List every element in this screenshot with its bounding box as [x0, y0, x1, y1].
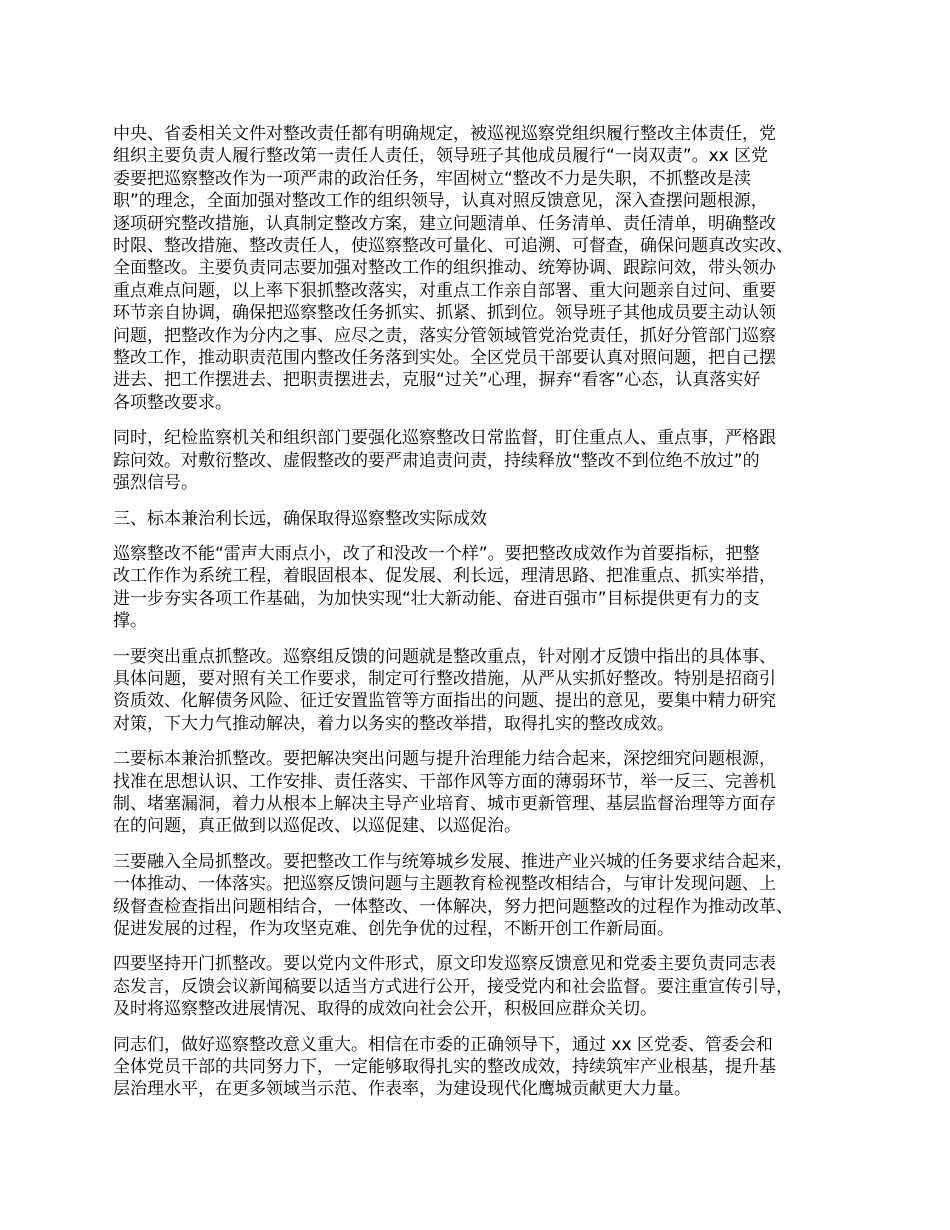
text-line: 组织主要负责人履行整改第一责任人责任，领导班子其他成员履行“一岗双责”。xx 区党 [113, 146, 769, 167]
text-line: 同志们，做好巡察整改意义重大。相信在市委的正确领导下，通过 xx 区党委、管委会和 [113, 1034, 773, 1055]
text-line: 委要把巡察整改作为一项严肃的政治任务，牢固树立“整改不力是失职，不抓整改是渎 [113, 168, 751, 189]
text-line: 资质效、化解债务风险、征迁安置监管等方面指出的问题、提出的意见，要集中精力研究 [113, 691, 776, 712]
body-paragraph [113, 123, 858, 414]
document-page [113, 123, 858, 1114]
body-paragraph [113, 953, 858, 1020]
body-paragraph [113, 748, 858, 838]
text-line: 二要标本兼治抓整改。要把解决突出问题与提升治理能力结合起来，深挖细究问题根源， [113, 749, 776, 770]
text-line: 制、堵塞漏洞，着力从根本上解决主导产业培育、城市更新管理、基层监督治理等方面存 [113, 793, 776, 814]
text-line: 整改工作，推动职责范围内整改任务落到实处。全区党员干部要认真对照问题，把自己摆 [113, 348, 776, 369]
body-paragraph [113, 851, 858, 941]
text-line: 三要融入全局抓整改。要把整改工作与统筹城乡发展、推进产业兴城的任务要求结合起来， [113, 851, 793, 872]
text-line: 进一步夯实各项工作基础，为加快实现“壮大新动能、奋进百强市”目标提供更有力的支 [113, 588, 760, 609]
body-paragraph [113, 543, 858, 633]
text-line: 各项整改要求。 [113, 392, 232, 413]
text-line: 全面整改。主要负责同志要加强对整改工作的组织推动、统筹协调、跟踪问效，带头领办 [113, 258, 776, 279]
text-line: 环节亲自协调，确保把巡察整改任务抓实、抓紧、抓到位。领导班子其他成员要主动认领 [113, 303, 776, 324]
text-line: 层治理水平，在更多领域当示范、作表率，为建设现代化鹰城贡献更大力量。 [113, 1079, 691, 1100]
text-line: 巡察整改不能“雷声大雨点小，改了和没改一个样”。要把整改成效作为首要指标，把整 [113, 543, 760, 564]
body-paragraph [113, 1034, 858, 1101]
text-line: 中央、省委相关文件对整改责任都有明确规定，被巡视巡察党组织履行整改主体责任，党 [113, 124, 776, 144]
text-line: 四要坚持开门抓整改。要以党内文件形式，原文印发巡察反馈意见和党委主要负责同志表 [113, 954, 776, 975]
text-line: 撑。 [113, 611, 147, 632]
text-line: 一体推动、一体落实。把巡察反馈问题与主题教育检视整改相结合，与审计发现问题、上 [113, 874, 776, 895]
text-line: 重点难点问题，以上率下狠抓整改落实，对重点工作亲自部署、重大问题亲自过问、重要 [113, 280, 776, 301]
text-line: 对策，下大力气推动解决，着力以务实的整改举措，取得扎实的整改成效。 [113, 713, 674, 734]
text-line: 具体问题，要对照有关工作要求，制定可行整改措施，从严从实抓好整改。特别是招商引 [113, 668, 776, 689]
text-line: 促进发展的过程，作为攻坚克难、创先争优的过程，不断开创工作新局面。 [113, 919, 674, 939]
text-line: 踪问效。对敷衍整改、虚假整改的要严肃追责问责，持续释放“整改不到位绝不放过”的 [113, 450, 760, 471]
text-line: 一要突出重点抓整改。巡察组反馈的问题就是整改重点，针对刚才反馈中指出的具体事、 [113, 646, 776, 667]
body-paragraph [113, 427, 858, 494]
text-line: 三、标本兼治利长远，确保取得巡察整改实际成效 [113, 508, 487, 529]
text-line: 同时，纪检监察机关和组织部门要强化巡察整改日常监督，盯住重点人、重点事，严格跟 [113, 428, 776, 449]
text-line: 找准在思想认识、工作安排、责任落实、干部作风等方面的薄弱环节，举一反三、完善机 [113, 771, 776, 792]
text-line: 在的问题，真正做到以巡促改、以巡促建、以巡促治。 [113, 816, 521, 837]
text-line: 职”的理念，全面加强对整改工作的组织领导，认真对照反馈意见，深入查摆问题根源， [113, 191, 768, 212]
text-line: 态发言，反馈会议新闻稿要以适当方式进行公开，接受党内和社会监督。要注重宣传引导， [113, 976, 793, 997]
text-line: 时限、整改措施、整改责任人，使巡察整改可量化、可追溯、可督查，确保问题真改实改、 [113, 236, 793, 257]
text-line: 问题，把整改作为分内之事、应尽之责，落实分管领域管党治党责任，抓好分管部门巡察 [113, 325, 776, 346]
section-heading [113, 508, 858, 530]
text-line: 级督查检查指出问题相结合，一体整改、一体解决，努力把问题整改的过程作为推动改革、 [113, 896, 793, 917]
text-line: 强烈信号。 [113, 473, 198, 494]
body-paragraph [113, 646, 858, 736]
text-line: 进去、把工作摆进去、把职责摆进去，克服“过关”心理，摒弃“看客”心态，认真落实好 [113, 370, 761, 391]
text-line: 改工作作为系统工程，着眼固根本、促发展、利长远，理清思路、把准重点、抓实举措， [113, 566, 776, 587]
text-line: 逐项研究整改措施，认真制定整改方案，建立问题清单、任务清单、责任清单，明确整改 [113, 213, 776, 234]
text-line: 及时将巡察整改进展情况、取得的成效向社会公开，积极回应群众关切。 [113, 999, 657, 1020]
text-line: 全体党员干部的共同努力下，一定能够取得扎实的整改成效，持续筑牢产业根基，提升基 [113, 1057, 776, 1078]
